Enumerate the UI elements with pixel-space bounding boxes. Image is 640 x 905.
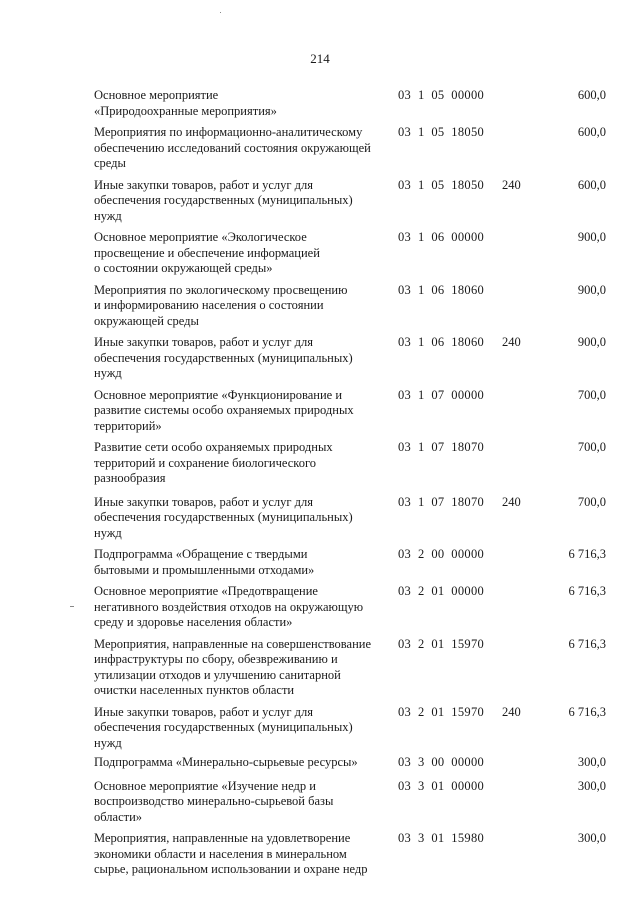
row-code: 03 2 01 15970 <box>398 636 485 651</box>
row-name: Основное мероприятие «Природоохранные мероприятия» <box>94 88 277 118</box>
row-amount: 6 716,3 <box>568 704 606 719</box>
budget-table <box>94 88 614 878</box>
row-code: 03 1 05 18050 <box>398 125 485 139</box>
table-row <box>94 178 614 225</box>
row-code: 03 1 05 00000 <box>398 88 485 102</box>
page-number: 214 <box>310 51 330 66</box>
row-amount: 6 716,3 <box>568 584 606 598</box>
row-code: 03 3 01 00000 <box>398 778 485 793</box>
row-code: 03 2 01 15970 <box>398 704 485 719</box>
row-name: Подпрограмма «Минерально-сырьевые ресурсы» <box>94 755 358 769</box>
row-amount: 600,0 <box>577 177 606 192</box>
row-amount: 700,0 <box>577 440 606 454</box>
table-row <box>94 283 614 330</box>
row-name: Мероприятия, направленные на совершенствование инфраструктуры по сбору, обезвреживанию и утилизации отходов и улучшению санитарной очистки населенных пунктов области <box>94 636 372 697</box>
row-name: Мероприятия по экологическому просвещению и информированию населения о состоянии окружающей среды <box>94 282 348 328</box>
row-code: 03 1 05 18050 <box>398 177 485 192</box>
row-amount: 300,0 <box>577 831 606 845</box>
row-code: 03 1 07 18070 <box>398 494 485 509</box>
row-name: Основное мероприятие «Предотвращение негативного воздействия отходов на окружающую среду и здоровье населения области» <box>94 584 364 629</box>
row-code: 03 1 06 18060 <box>398 335 485 349</box>
table-row <box>94 755 614 771</box>
row-amount: 300,0 <box>577 778 606 793</box>
row-code: 03 2 01 00000 <box>398 584 485 598</box>
row-code: 03 3 01 15980 <box>398 831 485 845</box>
row-name: Основное мероприятие «Изучение недр и воспроизводство минерально-сырьевой базы области» <box>94 778 334 824</box>
row-expense-type: 240 <box>502 494 521 509</box>
table-row <box>94 584 614 631</box>
row-amount: 600,0 <box>577 88 606 102</box>
table-row <box>94 495 614 542</box>
row-expense-type: 240 <box>502 704 521 719</box>
row-code: 03 1 06 18060 <box>398 282 485 297</box>
table-row <box>94 637 614 699</box>
row-code: 03 1 06 00000 <box>398 230 485 244</box>
row-expense-type: 240 <box>502 335 521 349</box>
row-name: Иные закупки товаров, работ и услуг для обеспечения государственных (муниципальных) нужд <box>94 177 353 223</box>
row-name: Иные закупки товаров, работ и услуг для обеспечения государственных (муниципальных) нужд <box>94 494 353 540</box>
row-amount: 700,0 <box>577 494 606 509</box>
table-row <box>94 547 614 578</box>
table-row <box>94 831 614 878</box>
table-row <box>94 125 614 172</box>
row-amount: 900,0 <box>577 282 606 297</box>
row-name: Иные закупки товаров, работ и услуг для обеспечения государственных (муниципальных) нужд <box>94 335 353 380</box>
row-name: Мероприятия, направленные на удовлетворение экономики области и населения в минеральном сырье, рациональном использовании и охране недр <box>94 831 368 876</box>
row-amount: 6 716,3 <box>568 547 606 561</box>
table-row <box>94 705 614 752</box>
row-code: 03 1 07 18070 <box>398 440 485 454</box>
table-row <box>94 388 614 435</box>
row-code: 03 3 00 00000 <box>398 755 485 769</box>
row-name: Подпрограмма «Обращение с твердыми бытовыми и промышленными отходами» <box>94 547 315 577</box>
scan-speck <box>70 606 74 607</box>
row-name: Основное мероприятие «Экологическое просвещение и обеспечение информацией о состоянии окружающей среды» <box>94 230 320 275</box>
row-expense-type: 240 <box>502 177 521 192</box>
row-amount: 600,0 <box>577 125 606 139</box>
row-name: Мероприятия по информационно-аналитическому обеспечению исследований состояния окружающей среды <box>94 125 371 170</box>
table-row <box>94 335 614 382</box>
scan-speck <box>220 12 221 13</box>
table-row <box>94 230 614 277</box>
row-amount: 700,0 <box>577 387 606 402</box>
row-code: 03 2 00 00000 <box>398 547 485 561</box>
row-name: Основное мероприятие «Функционирование и развитие системы особо охраняемых природных территорий» <box>94 387 354 433</box>
table-row <box>94 779 614 826</box>
row-amount: 300,0 <box>577 755 606 769</box>
row-amount: 900,0 <box>577 230 606 244</box>
table-row <box>94 440 614 487</box>
row-code: 03 1 07 00000 <box>398 387 485 402</box>
row-name: Иные закупки товаров, работ и услуг для обеспечения государственных (муниципальных) нужд <box>94 704 353 750</box>
table-row <box>94 88 614 119</box>
row-amount: 900,0 <box>577 335 606 349</box>
row-name: Развитие сети особо охраняемых природных территорий и сохранение биологического разнообразия <box>94 440 333 485</box>
row-amount: 6 716,3 <box>568 636 606 651</box>
